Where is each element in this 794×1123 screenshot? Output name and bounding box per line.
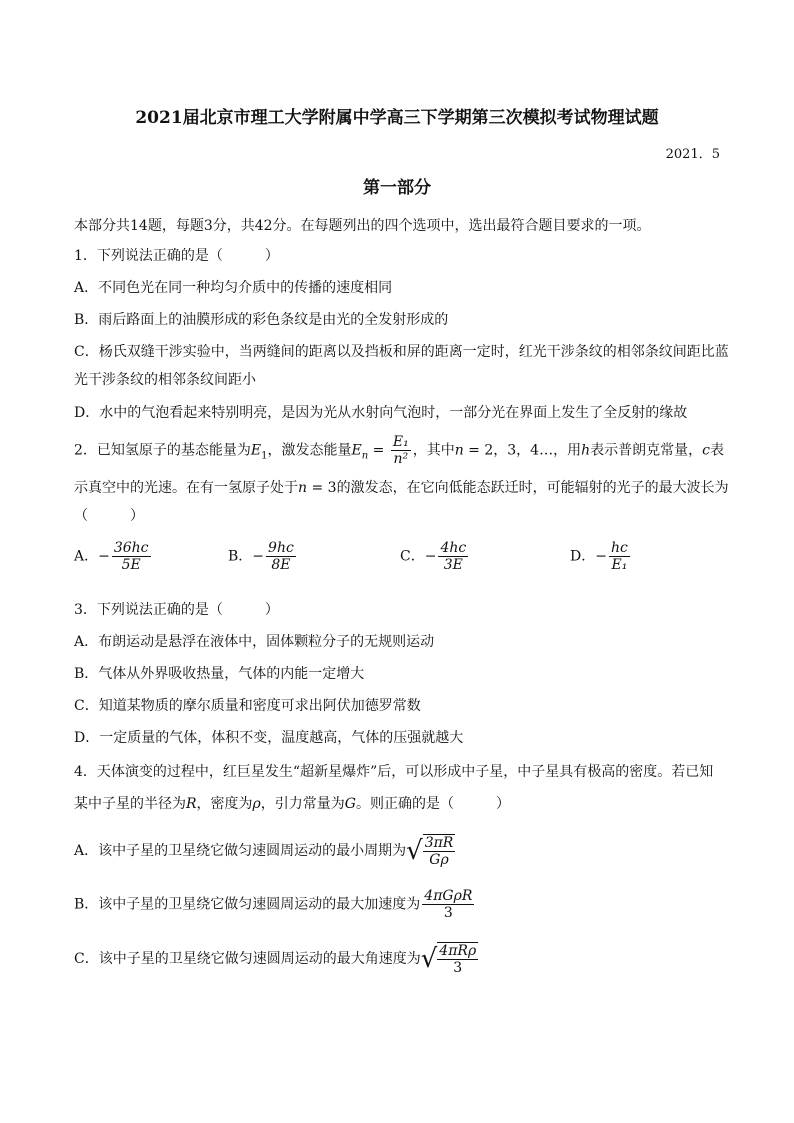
q4-option-a: A．该中子星的卫星绕它做匀速圆周运动的最小周期为√ $\frac{3\pi R}{G\rho}$: [74, 835, 454, 868]
q1-option-b: B．雨后路面上的油膜形成的彩色条纹是由光的全发射形成的: [74, 312, 449, 328]
q2-stem-line1: 2．已知氢原子的基态能量为$E_1$，激发态能量$E_n$ = $\frac{\text{E₁}}{\text{n²}}$ ，其中n = 2，3，4…，用h表示普朗克常量，c表: [74, 434, 724, 467]
energy-fraction: $\frac{\text{E₁}}{\text{n²}}$: [392, 434, 409, 467]
q3-option-d: D．一定质量的气体，体积不变，温度越高，气体的压强就越大: [74, 730, 464, 746]
q2-option-b: B．− $\frac{9hc}{8E}$: [228, 540, 294, 573]
q4-option-b: B．该中子星的卫星绕它做匀速圆周运动的最大加速度为 $\frac{\text{4πGρR}}{3}$: [74, 888, 473, 921]
q2-option-a: A．− $\frac{36hc}{5E}$: [74, 540, 149, 573]
sqrt-expression: √ $\frac{\text{4πRρ}}{3}$: [420, 943, 477, 976]
q3-option-a: A．布朗运动是悬浮在液体中，固体颗粒分子的无规则运动: [74, 634, 435, 650]
q1-option-c-line2: 光干涉条纹的相邻条纹间距小: [74, 372, 256, 388]
q1-option-c-line1: C．杨氏双缝干涉实验中，当两缝间的距离以及挡板和屏的距离一定时，红光干涉条纹的相邻条纹间距比蓝: [74, 344, 729, 360]
q1-option-d: D．水中的气泡看起来特别明亮，是因为光从水射向气泡时，一部分光在界面上发生了全反射的缘故: [74, 405, 688, 421]
q1-option-a: A．不同色光在同一种均匀介质中的传播的速度相同: [74, 280, 393, 296]
section-instruction: 本部分共14题，每题3分，共42分。在每题列出的四个选项中，选出最符合题目要求的一项。: [74, 218, 651, 234]
q3-stem: 3．下列说法正确的是（ ）: [74, 602, 279, 618]
q2-option-c: C．− $\frac{4hc}{3E}$: [400, 540, 467, 573]
exam-title: 2021届北京市理工大学附属中学高三下学期第三次模拟考试物理试题: [135, 108, 659, 128]
q3-option-c: C．知道某物质的摩尔质量和密度可求出阿伏加德罗常数: [74, 698, 421, 714]
q2-stem-line2: 示真空中的光速。在有一氢原子处于n = 3的激发态，在它向低能态跃迁时，可能辐射的光子的最大波长为: [74, 480, 729, 496]
q4-option-c: C．该中子星的卫星绕它做匀速圆周运动的最大角速度为√ $\frac{\text{4πRρ}}{3}$: [74, 943, 477, 976]
exam-date: 2021．5: [665, 147, 720, 162]
q3-option-b: B．气体从外界吸收热量，气体的内能一定增大: [74, 666, 365, 682]
q4-stem-line2: 某中子星的半径为R，密度为ρ，引力常量为G。则正确的是（ ）: [74, 796, 510, 812]
q4-stem-line1: 4．天体演变的过程中，红巨星发生“超新星爆炸”后，可以形成中子星，中子星具有极高的密度。若已知: [74, 764, 714, 780]
sqrt-expression: √ $\frac{3\pi R}{G\rho}$: [406, 835, 454, 868]
section-title: 第一部分: [363, 178, 431, 198]
q2-option-d: D．− $\frac{hc}{\text{E₁}}$: [570, 540, 628, 573]
q1-stem: 1．下列说法正确的是（ ）: [74, 248, 279, 264]
q2-stem-line3: （ ）: [74, 508, 144, 524]
